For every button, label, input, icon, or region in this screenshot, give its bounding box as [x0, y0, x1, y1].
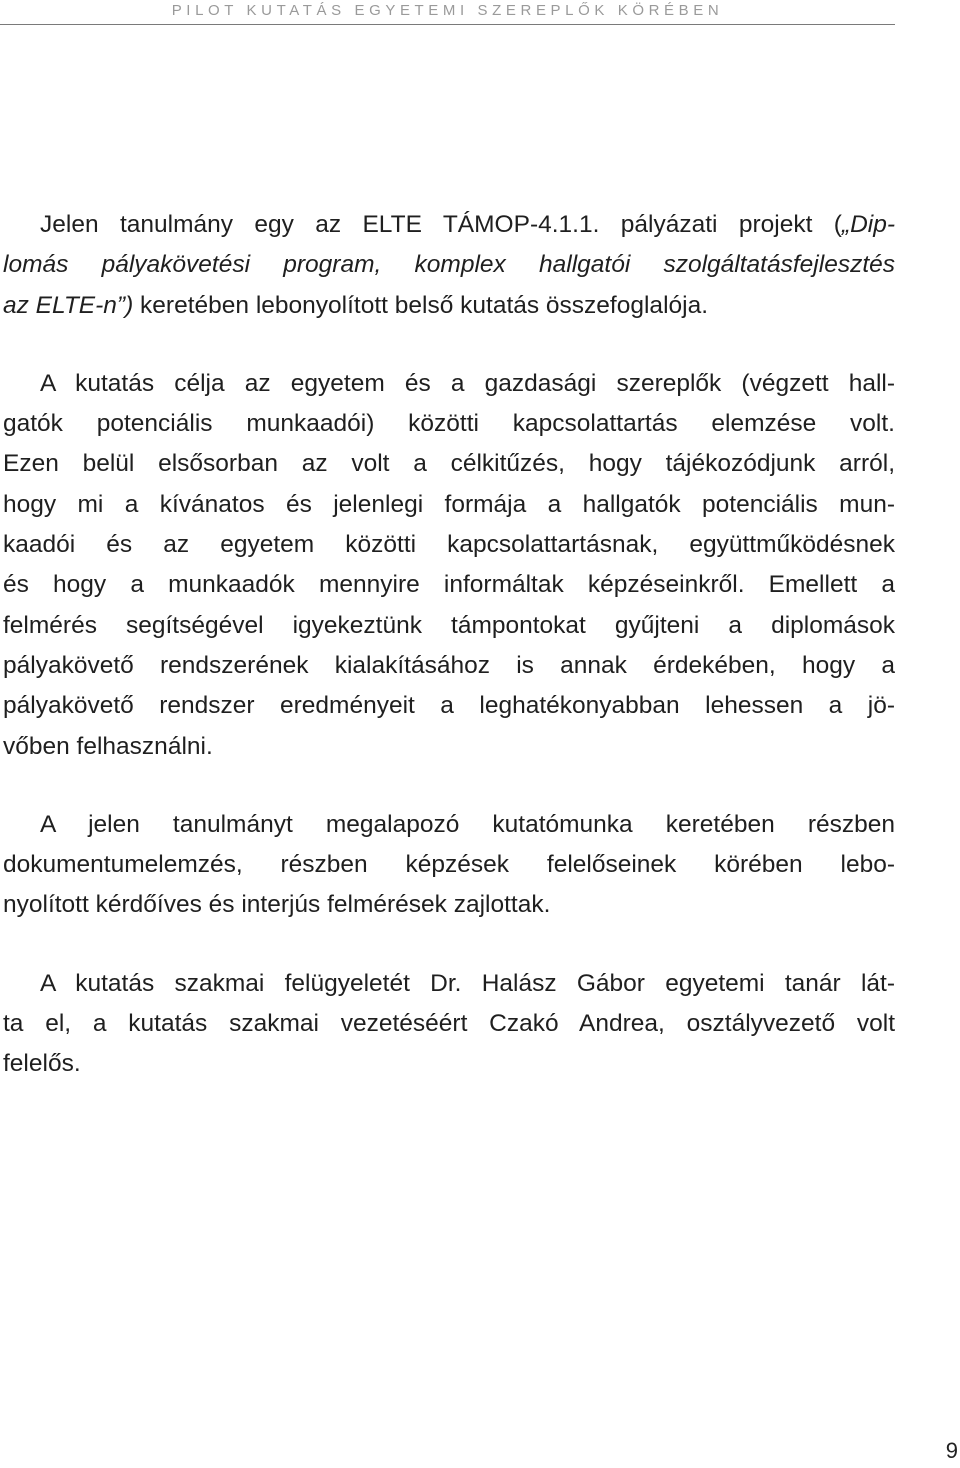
- paragraph-line: dokumentumelemzés, részben képzések felelőseinek körében lebo-: [3, 851, 895, 879]
- paragraph-intro: [3, 205, 895, 326]
- paragraph-line: A kutatás szakmai felügyeletét Dr. Halász Gábor egyetemi tanár lát-: [40, 969, 895, 997]
- paragraph-line: pályakövető rendszerének kialakításához is annak érdekében, hogy a: [3, 651, 895, 679]
- paragraph-aim: [3, 364, 895, 767]
- paragraph-line: ta el, a kutatás szakmai vezetéséért Czakó Andrea, osztályvezető volt: [3, 1010, 895, 1038]
- paragraph-line: felelős.: [3, 1050, 81, 1078]
- paragraph-line: vőben felhasználni.: [3, 732, 213, 760]
- paragraph-line: Ezen belül elsősorban az volt a célkitűzés, hogy tájékozódjunk arról,: [3, 450, 895, 478]
- header-rule: [0, 24, 895, 25]
- paragraph-line: lomás pályakövetési program, komplex hallgatói szolgáltatásfejlesztés: [3, 251, 895, 279]
- paragraph-line: A kutatás célja az egyetem és a gazdasági szereplők (végzett hall-: [40, 369, 895, 397]
- page-body: [3, 205, 895, 1085]
- paragraph-line: gatók potenciális munkaadói) közötti kapcsolattartás elemzése volt.: [3, 410, 895, 438]
- paragraph-line: és hogy a munkaadók mennyire informáltak képzéseinkről. Emellett a: [3, 571, 895, 599]
- running-header: PILOT KUTATÁS EGYETEMI SZEREPLŐK KÖRÉBEN: [171, 2, 724, 19]
- paragraph-line: nyolított kérdőíves és interjús felmérések zajlottak.: [3, 891, 551, 919]
- paragraph-line: A jelen tanulmányt megalapozó kutatómunka keretében részben: [40, 810, 895, 838]
- paragraph-line: hogy mi a kívánatos és jelenlegi formája a hallgatók potenciális mun-: [3, 490, 895, 518]
- paragraph-line: Jelen tanulmány egy az ELTE TÁMOP-4.1.1. pályázati projekt („Dip-: [40, 211, 895, 238]
- paragraph-line: felmérés segítségével igyekeztünk támpontokat gyűjteni a diplomások: [3, 611, 895, 639]
- paragraph-line: pályakövető rendszer eredményeit a leghatékonyabban lehessen a jö-: [3, 692, 895, 720]
- paragraph-methods: [3, 805, 895, 926]
- paragraph-supervision: [3, 964, 895, 1085]
- paragraph-line: az ELTE-n”) keretében lebonyolított belső kutatás összefoglalója.: [3, 291, 709, 319]
- page-number: 9: [945, 1438, 958, 1463]
- paragraph-line: kaadói és az egyetem közötti kapcsolattartásnak, együttműködésnek: [3, 531, 895, 559]
